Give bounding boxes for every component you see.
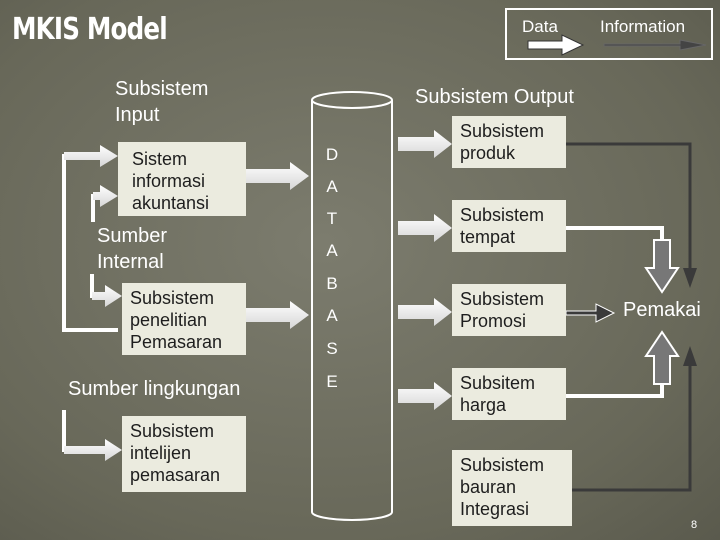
database-letter: A [326,177,338,196]
sumber-internal-label: Sumber Internal [97,225,168,273]
arrow-into-accounting [93,185,118,207]
data-arrowhead-place [646,240,678,292]
arrow-research-to-database [246,301,309,329]
box-sistem-informasi-akuntansi: Sistem informasi akuntansi [118,142,246,216]
arrow-accounting-to-database [246,162,309,190]
arrow-into-intelligence [64,439,122,461]
info-line-product [566,144,690,268]
data-arrowhead-price [646,332,678,384]
database-cylinder-top [312,92,392,108]
data-line-place [566,228,662,240]
box-subsistem-penelitian-pemasaran: Subsistem penelitian Pemasaran [122,283,246,355]
page-title: MKIS Model [12,12,167,47]
arrow-database-to-product [398,130,452,158]
feed-line-outer [64,156,118,330]
arrow-into-accounting-top [64,145,118,167]
pemakai-label: Pemakai [623,299,701,321]
legend-information-arrow [604,40,706,50]
sumber-lingkungan-label: Sumber lingkungan [68,378,241,400]
subsystem-input-heading: Subsistem Input [115,78,209,126]
box-subsistem-bauran-integrasi: Subsistem bauran Integrasi [452,450,572,526]
info-arrowhead-integrated [683,346,697,366]
box-subsistem-intelijen-pemasaran: Subsistem intelijen pemasaran [122,416,246,492]
database-letter: S [326,339,338,358]
subsystem-output-heading: Subsistem Output [415,86,574,108]
data-line-price [566,384,662,396]
arrow-into-research [92,285,122,307]
box-subsistem-produk: Subsistem produk [452,116,566,168]
database-letter: T [326,209,338,228]
legend-data-arrow [528,35,583,55]
database-letter: A [326,306,338,325]
info-arrow-promotion [566,304,614,322]
database-letter: E [326,372,338,391]
box-subsistem-tempat: Subsistem tempat [452,200,566,252]
arrow-database-to-promotion [398,298,452,326]
legend-information-label: Information [600,17,686,36]
arrow-database-to-price [398,382,452,410]
info-arrowhead-product [683,268,697,288]
legend-data-label: Data [522,17,558,36]
database-letter: A [326,241,338,260]
feed-line-intelligence [64,410,105,450]
arrow-database-to-place [398,214,452,242]
database-letter: D [325,145,339,164]
page-number: 8 [691,519,698,531]
database-letter: B [326,274,338,293]
box-subsistem-promosi: Subsistem Promosi [452,284,566,336]
info-line-integrated [572,366,690,490]
box-subsitem-harga: Subsitem harga [452,368,566,420]
